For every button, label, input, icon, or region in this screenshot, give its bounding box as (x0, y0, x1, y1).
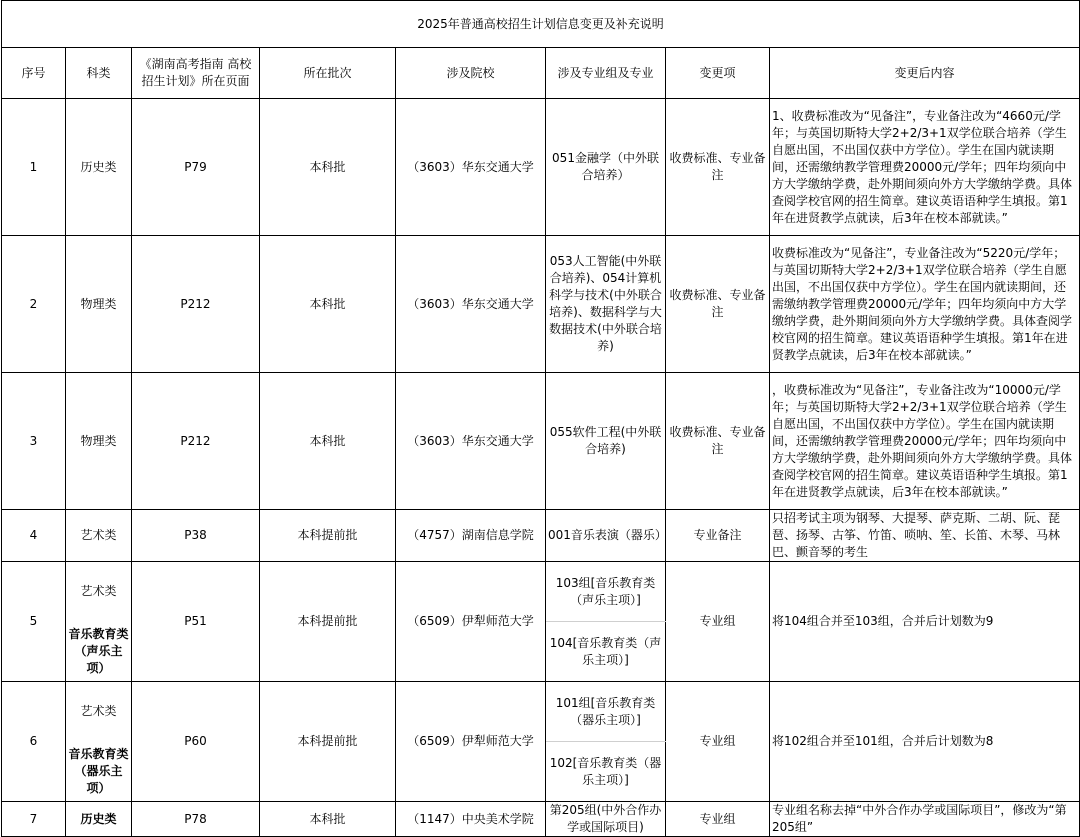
row-seq: 3 (2, 373, 66, 510)
row-change-item: 收费标准、专业备注 (666, 236, 770, 373)
row-change-item: 专业组 (666, 562, 770, 682)
row-change-content: 1、收费标准改为“见备注”，专业备注改为“4660元/学年；与英国切斯特大学2+2/3+1双学位联合培养（学生自愿出国，不出国仅获中方学位）。学生在国内就读期间，还需缴纳教学管理费20000元/学年；四年均须向中方大学缴纳学费，赴外期间须向外方大学缴纳学费。具体查阅学校官网的招生简章。建议英语语种学生填报。第1年在进贤教学点就读，后3年在校本部就读。” (770, 99, 1080, 236)
row-school: （3603）华东交通大学 (396, 373, 546, 510)
row-change-content: 将104组合并至103组，合并后计划数为9 (770, 562, 1080, 682)
header-batch: 所在批次 (260, 48, 396, 99)
header-change-content: 变更后内容 (770, 48, 1080, 99)
row-change-content: 专业组名称去掉“中外合作办学或国际项目”，修改为“第205组” (770, 802, 1080, 837)
row-change-content: 只招考试主项为钢琴、大提琴、萨克斯、二胡、阮、琵琶、扬琴、古筝、竹笛、唢呐、笙、长笛、木琴、马林巴、颤音琴的考生 (770, 510, 1080, 562)
row-major-group-b: 102[音乐教育类（器乐主项）] (546, 742, 666, 802)
row-school: （3603）华东交通大学 (396, 99, 546, 236)
row-school: （3603）华东交通大学 (396, 236, 546, 373)
row-major-group-a: 101组[音乐教育类（器乐主项）] (546, 682, 666, 742)
row-category: 艺术类 (66, 682, 132, 742)
row-change-item: 专业组 (666, 802, 770, 837)
row-category: 历史类 (66, 99, 132, 236)
header-seq: 序号 (2, 48, 66, 99)
header-major: 涉及专业组及专业 (546, 48, 666, 99)
header-category: 科类 (66, 48, 132, 99)
row-change-item: 收费标准、专业备注 (666, 99, 770, 236)
row-category-sub: 音乐教育类（器乐主项） (66, 742, 132, 802)
table-row (2, 373, 1080, 510)
row-change-item: 专业组 (666, 682, 770, 802)
row-category-sub: 音乐教育类（声乐主项） (66, 622, 132, 682)
row-page: P79 (132, 99, 260, 236)
row-major: 第205组(中外合作办学或国际项目) (546, 802, 666, 837)
row-batch: 本科批 (260, 236, 396, 373)
table-row (2, 99, 1080, 236)
row-major-group-a: 103组[音乐教育类（声乐主项）] (546, 562, 666, 622)
row-school: （1147）中央美术学院 (396, 802, 546, 837)
header-school: 涉及院校 (396, 48, 546, 99)
table-row (2, 236, 1080, 373)
plan-change-table (1, 0, 1080, 837)
row-major: 053人工智能(中外联合培养)、054计算机科学与技术(中外联合培养)、数据科学与大数据技术(中外联合培养) (546, 236, 666, 373)
row-page: P60 (132, 682, 260, 802)
header-change-item: 变更项 (666, 48, 770, 99)
header-page: 《湖南高考指南 高校招生计划》所在页面 (132, 48, 260, 99)
row-major: 051金融学（中外联合培养） (546, 99, 666, 236)
row-seq: 2 (2, 236, 66, 373)
table-row (2, 682, 1080, 742)
row-category: 物理类 (66, 236, 132, 373)
row-seq: 4 (2, 510, 66, 562)
row-change-content: 将102组合并至101组，合并后计划数为8 (770, 682, 1080, 802)
row-seq: 1 (2, 99, 66, 236)
row-seq: 7 (2, 802, 66, 837)
row-page: P212 (132, 373, 260, 510)
row-category: 艺术类 (66, 562, 132, 622)
row-batch: 本科批 (260, 99, 396, 236)
row-category: 历史类 (66, 802, 132, 837)
row-major: 055软件工程(中外联合培养) (546, 373, 666, 510)
table-title: 2025年普通高校招生计划信息变更及补充说明 (2, 1, 1080, 48)
row-page: P212 (132, 236, 260, 373)
row-seq: 5 (2, 562, 66, 682)
row-page: P78 (132, 802, 260, 837)
table-row (2, 562, 1080, 622)
row-change-content: 收费标准改为“见备注”，专业备注改为“5220元/学年；与英国切斯特大学2+2/3+1双学位联合培养（学生自愿出国，不出国仅获中方学位）。学生在国内就读期间，还需缴纳教学管理费20000元/学年；四年均须向中方大学缴纳学费，赴外期间须向外方大学缴纳学费。具体查阅学校官网的招生简章。建议英语语种学生填报。第1年在进贤教学点就读，后3年在校本部就读。” (770, 236, 1080, 373)
table-row (2, 802, 1080, 837)
row-batch: 本科批 (260, 802, 396, 837)
header-row (2, 48, 1080, 99)
row-change-item: 专业备注 (666, 510, 770, 562)
row-page: P38 (132, 510, 260, 562)
row-school: （6509）伊犁师范大学 (396, 682, 546, 802)
row-batch: 本科提前批 (260, 562, 396, 682)
row-page: P51 (132, 562, 260, 682)
row-category: 艺术类 (66, 510, 132, 562)
row-school: （6509）伊犁师范大学 (396, 562, 546, 682)
table-row (2, 510, 1080, 562)
row-change-content: ，收费标准改为“见备注”，专业备注改为“10000元/学年；与英国切斯特大学2+2/3+1双学位联合培养（学生自愿出国，不出国仅获中方学位）。学生在国内就读期间，还需缴纳教学管理费20000元/学年；四年均须向中方大学缴纳学费，赴外期间须向外方大学缴纳学费。具体查阅学校官网的招生简章。建议英语语种学生填报。第1年在进贤教学点就读，后3年在校本部就读。” (770, 373, 1080, 510)
row-batch: 本科批 (260, 373, 396, 510)
row-category: 物理类 (66, 373, 132, 510)
row-seq: 6 (2, 682, 66, 802)
row-major-group-b: 104[音乐教育类（声乐主项）] (546, 622, 666, 682)
row-change-item: 收费标准、专业备注 (666, 373, 770, 510)
row-batch: 本科提前批 (260, 682, 396, 802)
row-school: （4757）湖南信息学院 (396, 510, 546, 562)
row-major: 001音乐表演（器乐） (546, 510, 666, 562)
row-batch: 本科提前批 (260, 510, 396, 562)
